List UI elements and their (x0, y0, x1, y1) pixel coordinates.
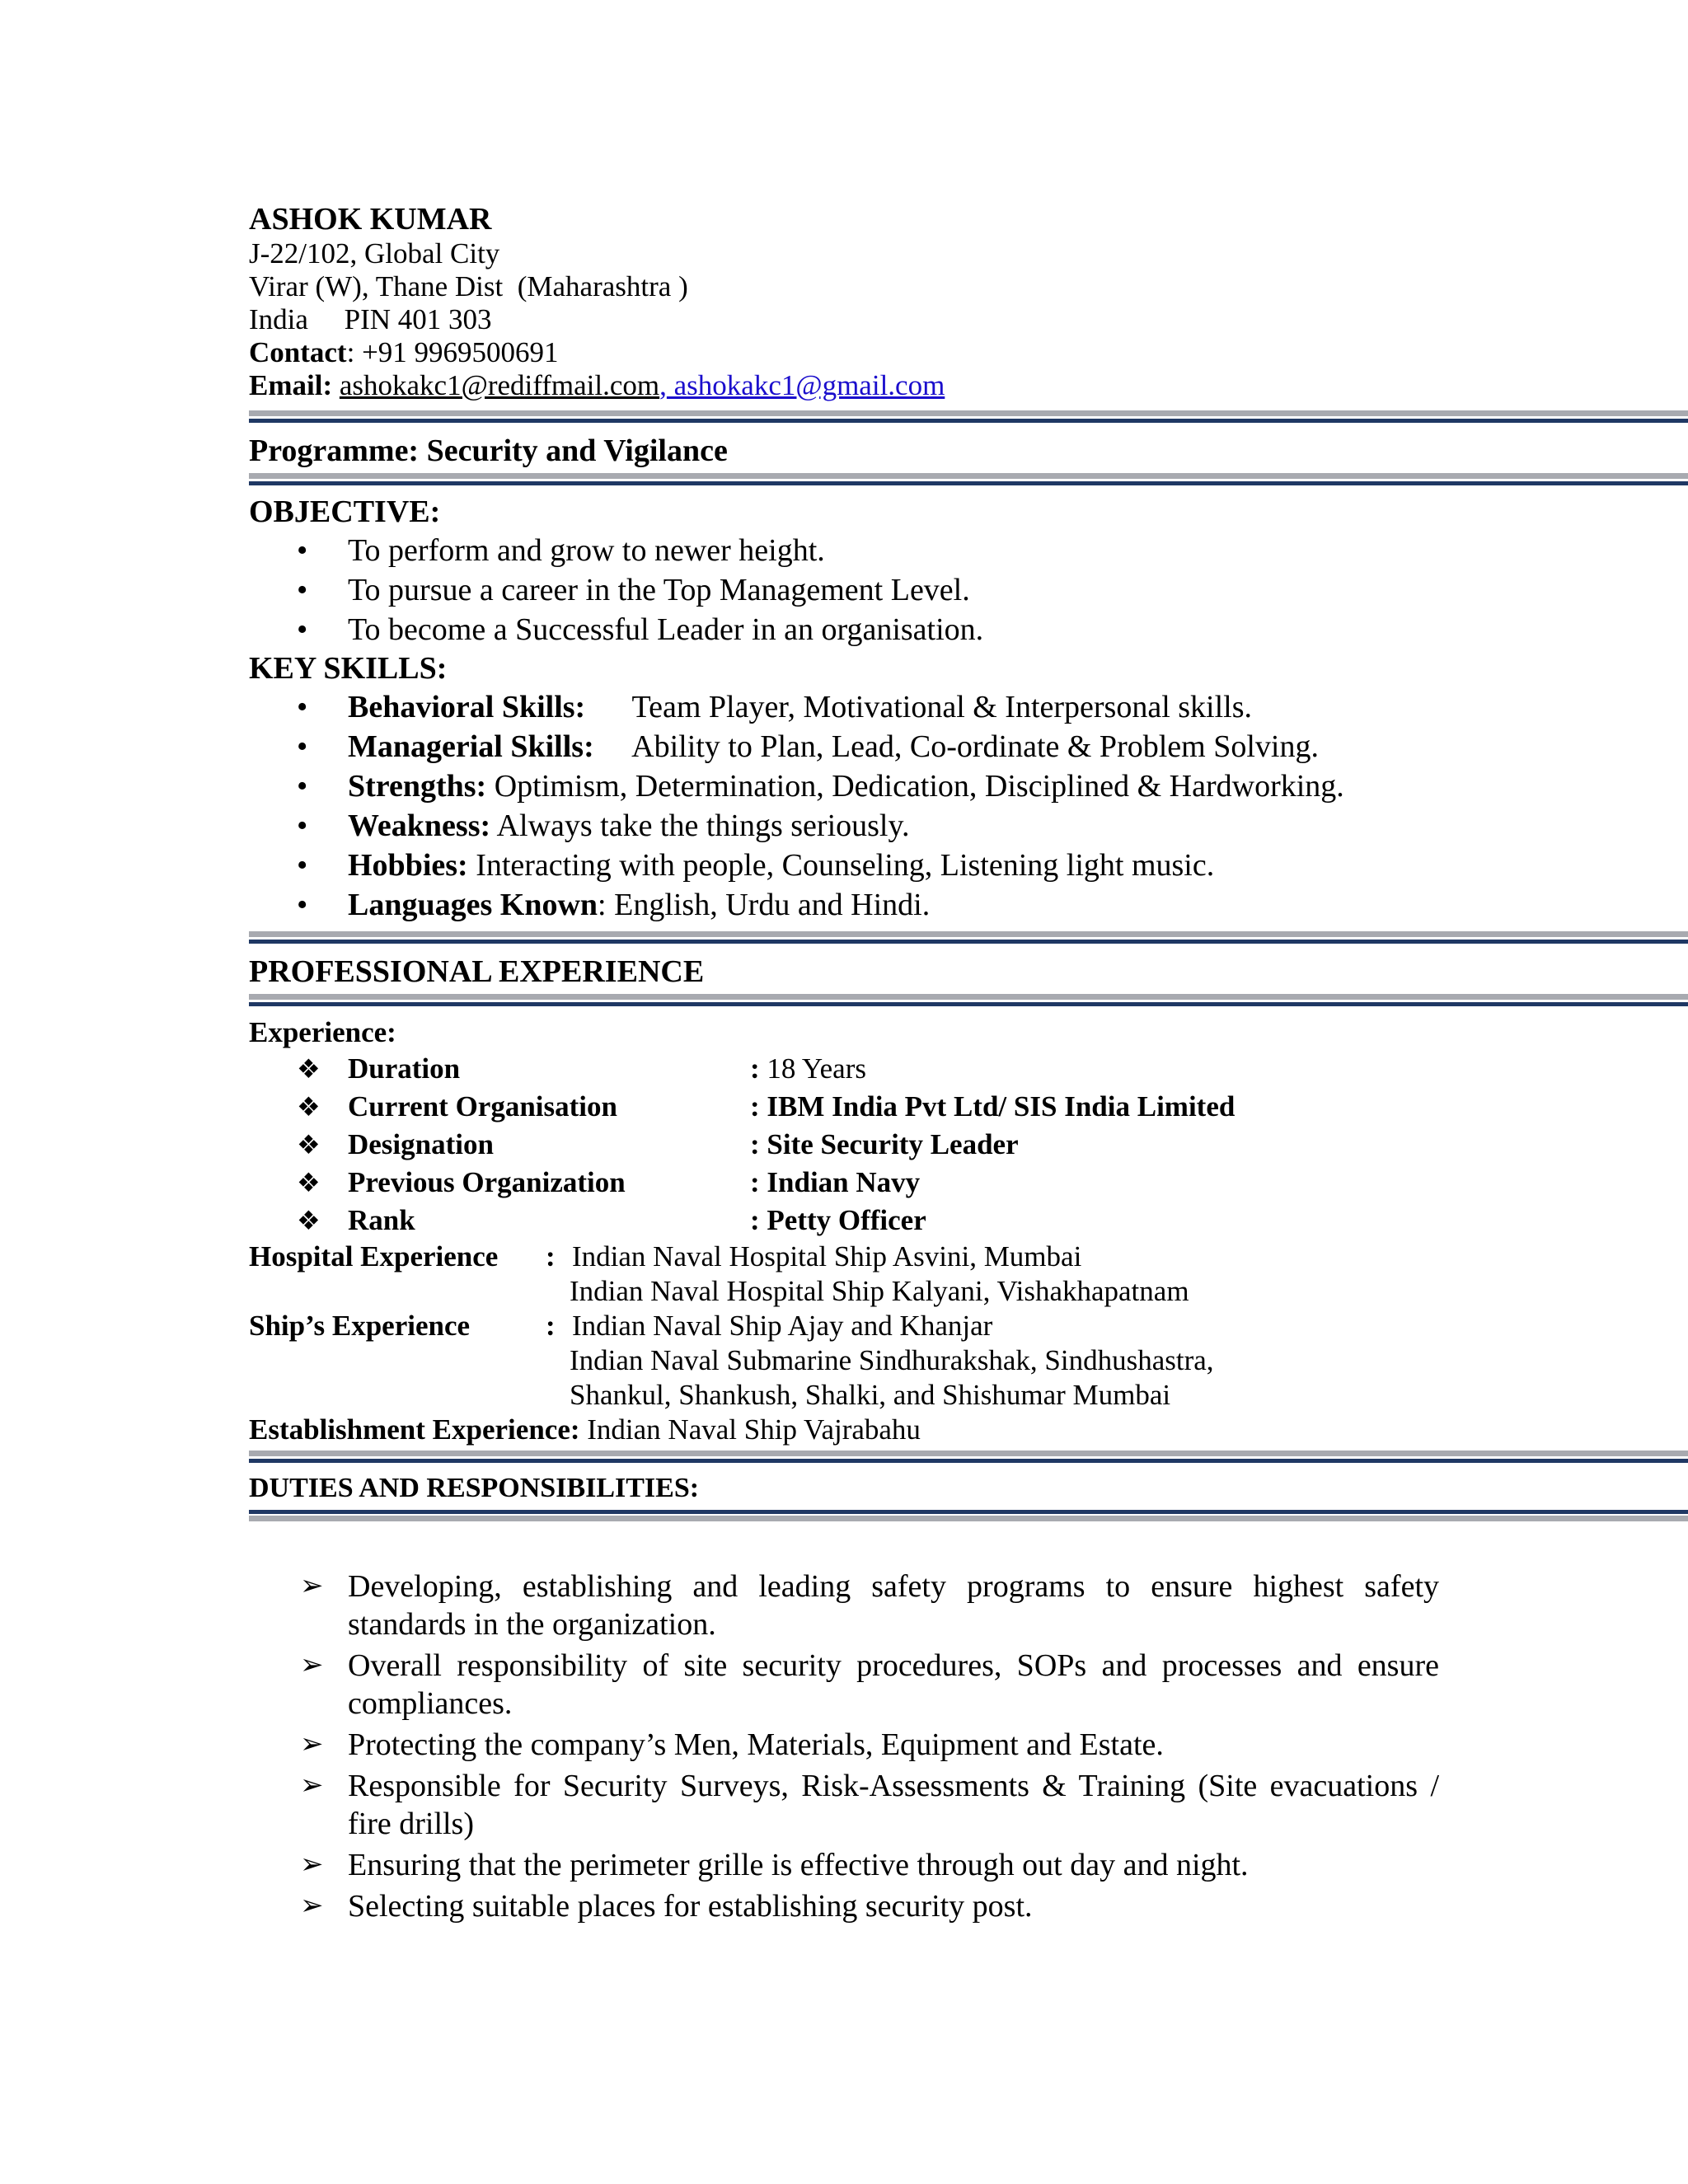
section-rule (249, 473, 1688, 490)
bullet-icon: • (297, 808, 308, 843)
arrow-icon: ➢ (300, 1770, 324, 1801)
list-item: ➢ Responsible for Security Surveys, Risk-Assessments & Training (Site evacuations / fire drills) (300, 1769, 1439, 1841)
bullet-icon: • (297, 848, 308, 883)
establishment-experience: Establishment Experience: Indian Naval Ship Vajrabahu (249, 1413, 921, 1446)
list-item: • Weakness: Always take the things seriously. (249, 806, 1688, 846)
arrow-icon: ➢ (300, 1571, 324, 1601)
email-label: Email: (249, 369, 333, 401)
bullet-icon: • (297, 729, 308, 764)
arrow-icon: ➢ (300, 1729, 324, 1760)
experience-row-current-org: ❖ Current Organisation : IBM India Pvt Ltd/ SIS India Limited (249, 1088, 1688, 1126)
list-item: ➢ Ensuring that the perimeter grille is effective through out day and night. (300, 1848, 1249, 1882)
list-item: • To become a Successful Leader in an organisation. (249, 610, 1688, 649)
ship-experience-cont: Shankul, Shankush, Shalki, and Shishumar Mumbai (570, 1379, 1171, 1411)
section-rule (249, 1451, 1688, 1467)
list-item: • Languages Known: English, Urdu and Hindi. (249, 885, 1688, 925)
experience-row-rank: ❖ Rank : Petty Officer (249, 1202, 1688, 1240)
contact-value: : +91 9969500691 (346, 336, 559, 368)
ship-experience: Ship’s Experience : Indian Naval Ship Ajay and Khanjar (249, 1310, 993, 1342)
email-link-rediff[interactable]: ashokakc1@rediffmail.com (339, 369, 660, 401)
bullet-icon: • (297, 888, 308, 922)
section-rule (249, 410, 1688, 427)
list-item: ➢ Protecting the company’s Men, Materials, Equipment and Estate. (300, 1727, 1164, 1762)
list-item: ➢ Overall responsibility of site security procedures, SOPs and processes and ensure compliances. (300, 1648, 1439, 1721)
diamond-icon: ❖ (297, 1168, 321, 1197)
email-line (249, 369, 1688, 402)
list-item: • To pursue a career in the Top Management Level. (249, 570, 1688, 610)
hospital-experience: Hospital Experience : Indian Naval Hospital Ship Asvini, Mumbai (249, 1240, 1082, 1272)
bullet-icon: • (297, 769, 308, 804)
arrow-icon: ➢ (300, 1650, 324, 1680)
resume-page (249, 201, 1688, 1929)
duties-list (249, 1568, 1439, 1925)
contact-line (249, 336, 1688, 369)
duties-title: DUTIES AND RESPONSIBILITIES: (249, 1473, 700, 1503)
address-line-1: J-22/102, Global City (249, 237, 500, 269)
diamond-icon: ❖ (297, 1206, 321, 1235)
bullet-icon: • (297, 690, 308, 724)
candidate-name: ASHOK KUMAR (249, 202, 492, 237)
section-rule (249, 1510, 1688, 1526)
objective-list (249, 531, 1688, 649)
diamond-icon: ❖ (297, 1092, 321, 1122)
list-item: • Behavioral Skills: Team Player, Motivational & Interpersonal skills. (249, 687, 1688, 727)
objective-title: OBJECTIVE: (249, 494, 441, 529)
email-separator: , (659, 369, 667, 401)
diamond-icon: ❖ (297, 1130, 321, 1160)
list-item: • Managerial Skills: Ability to Plan, Lead, Co-ordinate & Problem Solving. (249, 727, 1688, 766)
programme-title: Programme: Security and Vigilance (249, 434, 728, 468)
ship-experience-cont: Indian Naval Submarine Sindhurakshak, Sindhushastra, (570, 1344, 1214, 1376)
address-line-3: India PIN 401 303 (249, 303, 492, 335)
list-item: • Hobbies: Interacting with people, Counseling, Listening light music. (249, 846, 1688, 885)
list-item: ➢ Selecting suitable places for establishing security post. (300, 1889, 1033, 1924)
key-skills-list (249, 687, 1688, 925)
experience-row-designation: ❖ Designation : Site Security Leader (249, 1126, 1688, 1164)
bullet-icon: • (297, 612, 308, 647)
list-item: • Strengths: Optimism, Determination, Dedication, Disciplined & Hardworking. (249, 766, 1688, 806)
experience-row-duration: ❖ Duration : 18 Years (249, 1050, 1688, 1088)
key-skills-title: KEY SKILLS: (249, 651, 448, 686)
contact-label: Contact (249, 336, 347, 368)
professional-experience-title: PROFESSIONAL EXPERIENCE (249, 954, 705, 989)
arrow-icon: ➢ (300, 1891, 324, 1921)
diamond-icon: ❖ (297, 1054, 321, 1084)
experience-label: Experience: (249, 1016, 396, 1048)
hospital-experience-cont: Indian Naval Hospital Ship Kalyani, Vishakhapatnam (570, 1275, 1189, 1307)
email-link-gmail[interactable]: ashokakc1@gmail.com (666, 369, 945, 401)
bullet-icon: • (297, 573, 308, 607)
address-line-2: Virar (W), Thane Dist (Maharashtra ) (249, 270, 688, 302)
list-item: • To perform and grow to newer height. (249, 531, 1688, 570)
section-rule (249, 994, 1688, 1010)
bullet-icon: • (297, 533, 308, 568)
list-item: ➢ Developing, establishing and leading safety programs to ensure highest safety standards in the organization. (300, 1569, 1439, 1642)
section-rule (249, 931, 1688, 948)
arrow-icon: ➢ (300, 1849, 324, 1880)
experience-row-previous-org: ❖ Previous Organization : Indian Navy (249, 1164, 1688, 1202)
duration-value: 18 Years (759, 1052, 866, 1085)
